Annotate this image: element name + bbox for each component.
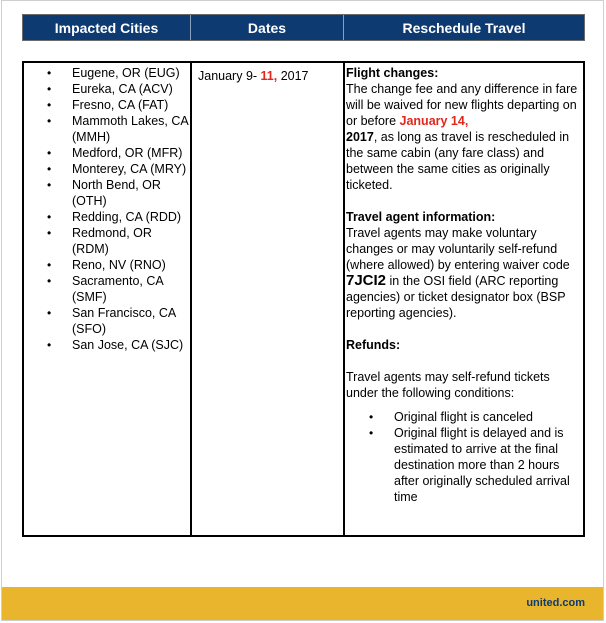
refunds-text: Travel agents may self-refund tickets under the following conditions:	[346, 370, 550, 400]
date-prefix: January 9-	[198, 69, 261, 83]
city-item: • Medford, OR (MFR)	[24, 145, 190, 161]
date-range	[192, 63, 343, 83]
flight-changes-date: January 14,	[399, 114, 469, 128]
header-impacted-cities: Impacted Cities	[23, 15, 191, 40]
table-body	[22, 61, 585, 537]
flight-changes-heading: Flight changes:	[346, 66, 439, 80]
city-item: • North Bend, OR (OTH)	[24, 177, 190, 209]
condition-item: • Original flight is delayed and is estimated to arrive at the final destination more than 2 hours after originally scheduled arrival time	[346, 425, 583, 505]
flight-changes-text	[346, 81, 583, 193]
condition-item: • Original flight is canceled	[346, 409, 583, 425]
reschedule-column	[345, 63, 583, 535]
footer-bar	[2, 587, 603, 620]
date-suffix: 2017	[277, 69, 309, 83]
flight-changes-year: 2017	[346, 130, 374, 144]
agent-text	[346, 225, 583, 321]
refunds-heading: Refunds:	[346, 338, 401, 352]
city-item: • San Francisco, CA (SFO)	[24, 305, 190, 337]
city-item: • Eureka, CA (ACV)	[24, 81, 190, 97]
cities-column	[24, 63, 192, 535]
flight-changes-text-a: The change fee and any difference in fare will be waived for new flights departing on or before	[346, 82, 578, 128]
waiver-code: 7JCI2	[346, 272, 387, 289]
city-item: • Reno, NV (RNO)	[24, 257, 190, 273]
header-dates: Dates	[191, 15, 344, 40]
city-list	[24, 63, 190, 353]
city-item: • Fresno, CA (FAT)	[24, 97, 190, 113]
header-reschedule-travel: Reschedule Travel	[402, 19, 526, 36]
city-item: • San Jose, CA (SJC)	[24, 337, 190, 353]
refund-conditions	[346, 409, 583, 505]
city-item: • Monterey, CA (MRY)	[24, 161, 190, 177]
dates-column	[192, 63, 345, 535]
footer-site: united.com	[526, 597, 585, 609]
city-item: • Eugene, OR (EUG)	[24, 65, 190, 81]
agent-text-b: in the OSI field (ARC reporting agencies) or ticket designator box (BSP reporting agencies).	[346, 274, 566, 320]
city-item: • Redmond, OR (RDM)	[24, 225, 190, 257]
agent-heading: Travel agent information:	[346, 210, 496, 224]
city-item: • Sacramento, CA (SMF)	[24, 273, 190, 305]
flight-changes-text-b: , as long as travel is rescheduled in the same cabin (any fare class) and between the same cities as originally ticketed.	[346, 130, 570, 192]
date-highlight: 11,	[260, 69, 278, 83]
table-header	[22, 14, 585, 41]
city-item: • Redding, CA (RDD)	[24, 209, 190, 225]
city-item: • Mammoth Lakes, CA (MMH)	[24, 113, 190, 145]
agent-text-a: Travel agents may make voluntary changes or may voluntarily self-refund (where allowed) by entering waiver code	[346, 226, 570, 272]
